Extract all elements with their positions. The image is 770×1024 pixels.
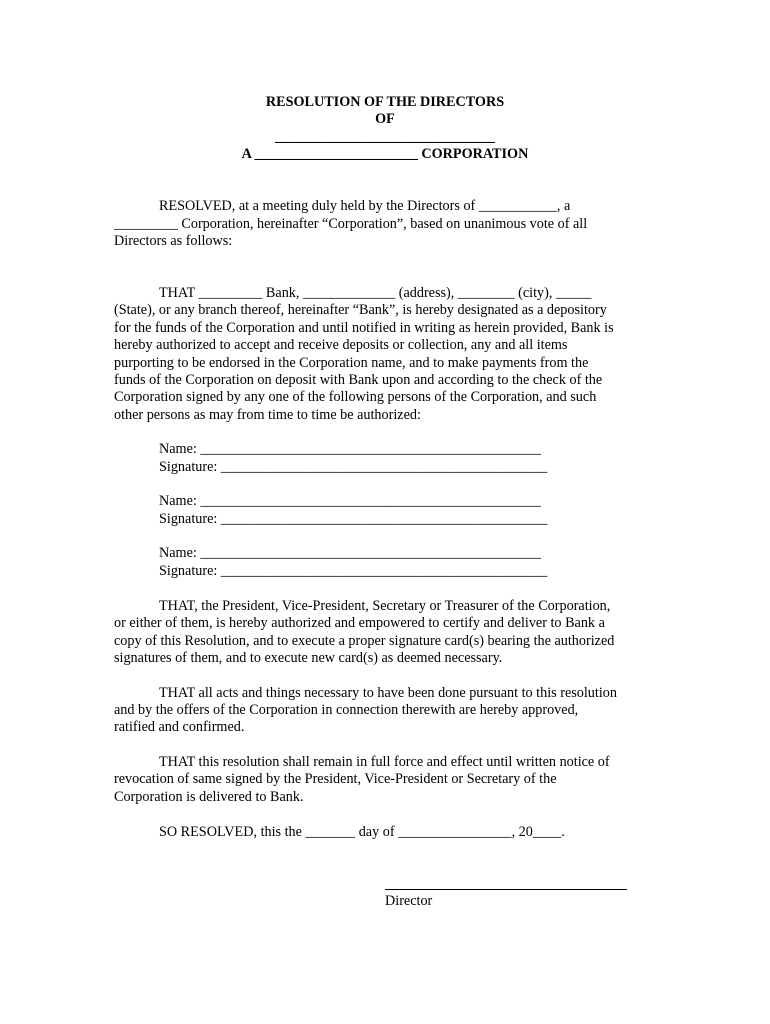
resolved-line-3: Directors as follows: bbox=[114, 233, 233, 249]
effect-clause-line-2: revocation of same signed by the President, Vice-President or Secretary of the bbox=[114, 771, 557, 787]
resolved-line-1: RESOLVED, at a meeting duly held by the Directors of ___________, a bbox=[159, 198, 571, 214]
bank-clause-line-2: (State), or any branch thereof, hereinafter “Bank”, is hereby designated as a depository bbox=[114, 302, 607, 318]
signatory-1-name[interactable]: Name: ________________________________________________ bbox=[159, 441, 541, 457]
bank-clause-line-8: other persons as may from time to time be authorized: bbox=[114, 407, 421, 423]
effect-clause-line-3: Corporation is delivered to Bank. bbox=[114, 789, 304, 805]
officers-clause-line-4: signatures of them, and to execute new card(s) as deemed necessary. bbox=[114, 650, 503, 666]
resolved-line-2: _________ Corporation, hereinafter “Corporation”, based on unanimous vote of all bbox=[114, 216, 588, 232]
director-label: Director bbox=[385, 893, 433, 909]
acts-clause-line-3: ratified and confirmed. bbox=[114, 719, 245, 735]
title-line-2: OF bbox=[375, 111, 395, 127]
bank-clause-line-1: THAT _________ Bank, _____________ (address), ________ (city), _____ bbox=[159, 285, 592, 301]
officers-clause-line-2: or either of them, is hereby authorized and empowered to certify and deliver to Bank a bbox=[114, 615, 605, 631]
officers-clause-line-1: THAT, the President, Vice-President, Secretary or Treasurer of the Corporation, bbox=[159, 598, 611, 614]
title-line-3: _______________________________ bbox=[275, 129, 495, 145]
so-resolved-line[interactable]: SO RESOLVED, this the _______ day of ________________, 20____. bbox=[159, 824, 565, 840]
bank-clause-line-3: for the funds of the Corporation and until notified in writing as herein provided, Bank is bbox=[114, 320, 614, 336]
signatory-2-signature[interactable]: Signature: ______________________________________________ bbox=[159, 511, 548, 527]
acts-clause-line-1: THAT all acts and things necessary to have been done pursuant to this resolution bbox=[159, 685, 617, 701]
signatory-3-signature[interactable]: Signature: ______________________________________________ bbox=[159, 563, 548, 579]
director-signature-line[interactable] bbox=[385, 889, 627, 890]
title-line-1: RESOLUTION OF THE DIRECTORS bbox=[265, 94, 505, 110]
effect-clause-line-1: THAT this resolution shall remain in full force and effect until written notice of bbox=[159, 754, 610, 770]
bank-clause-line-4: hereby authorized to accept and receive deposits or collection, any and all items bbox=[114, 337, 568, 353]
acts-clause-line-2: and by the offers of the Corporation in connection therewith are hereby approved, bbox=[114, 702, 579, 718]
bank-clause-line-5: purporting to be endorsed in the Corporation name, and to make payments from the bbox=[114, 355, 589, 371]
signatory-1-signature[interactable]: Signature: ______________________________________________ bbox=[159, 459, 548, 475]
signatory-2-name[interactable]: Name: ________________________________________________ bbox=[159, 493, 541, 509]
title-line-4: A _______________________ CORPORATION bbox=[241, 146, 529, 162]
officers-clause-line-3: copy of this Resolution, and to execute a proper signature card(s) bearing the authorized bbox=[114, 633, 615, 649]
bank-clause-line-6: funds of the Corporation on deposit with Bank upon and according to the check of the bbox=[114, 372, 603, 388]
bank-clause-line-7: Corporation signed by any one of the following persons of the Corporation, and such bbox=[114, 389, 597, 405]
signatory-3-name[interactable]: Name: ________________________________________________ bbox=[159, 545, 541, 561]
